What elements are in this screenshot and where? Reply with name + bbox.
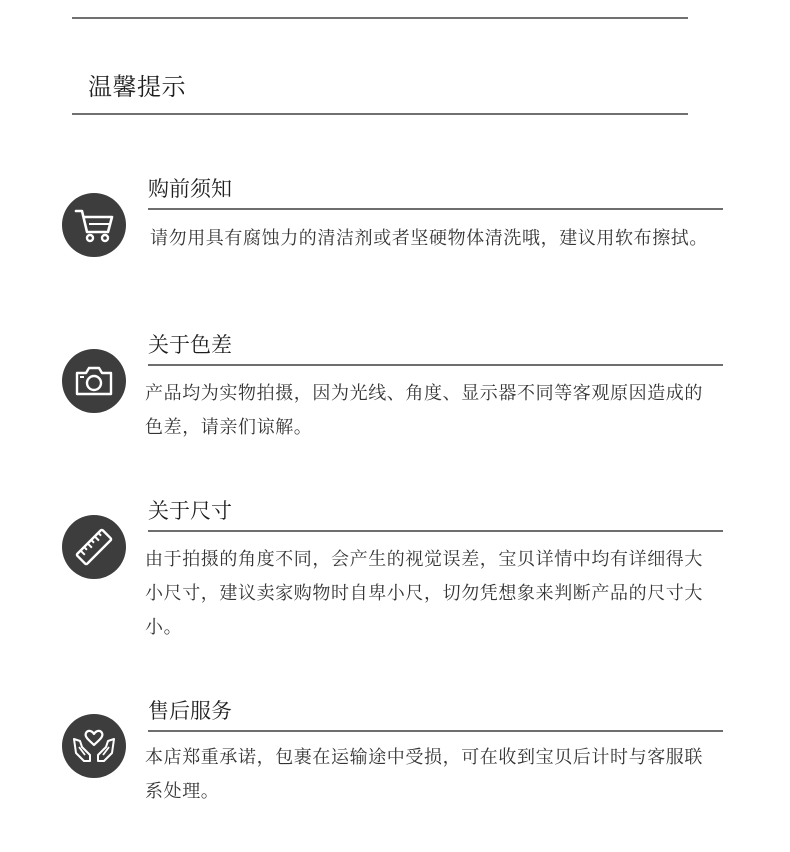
- section-divider: [148, 364, 723, 366]
- title-divider: [72, 113, 688, 115]
- page-title: 温馨提示: [88, 73, 186, 101]
- section-divider: [148, 730, 723, 732]
- camera-icon: [62, 349, 126, 413]
- hands-heart-icon: [62, 714, 126, 778]
- section-title: 关于色差: [148, 333, 232, 357]
- ruler-icon: [62, 515, 126, 579]
- section-title: 售后服务: [148, 699, 232, 723]
- shopping-cart-icon: [62, 193, 126, 257]
- section-divider: [148, 208, 723, 210]
- section-text: 由于拍摄的角度不同，会产生的视觉误差，宝贝详情中均有详细得大小尺寸，建议卖家购物时自卑小尺，切勿凭想象来判断产品的尺寸大小。: [145, 549, 703, 638]
- section-title: 购前须知: [148, 177, 232, 201]
- section-divider: [148, 530, 723, 532]
- top-divider: [72, 17, 688, 19]
- section-text: 产品均为实物拍摄，因为光线、角度、显示器不同等客观原因造成的色差，请亲们谅解。: [145, 383, 703, 438]
- section-title: 关于尺寸: [148, 499, 232, 523]
- section-text: 请勿用具有腐蚀力的清洁剂或者坚硬物体清洗哦，建议用软布擦拭。: [150, 228, 708, 249]
- section-text: 本店郑重承诺，包裹在运输途中受损，可在收到宝贝后计时与客服联系处理。: [145, 747, 703, 802]
